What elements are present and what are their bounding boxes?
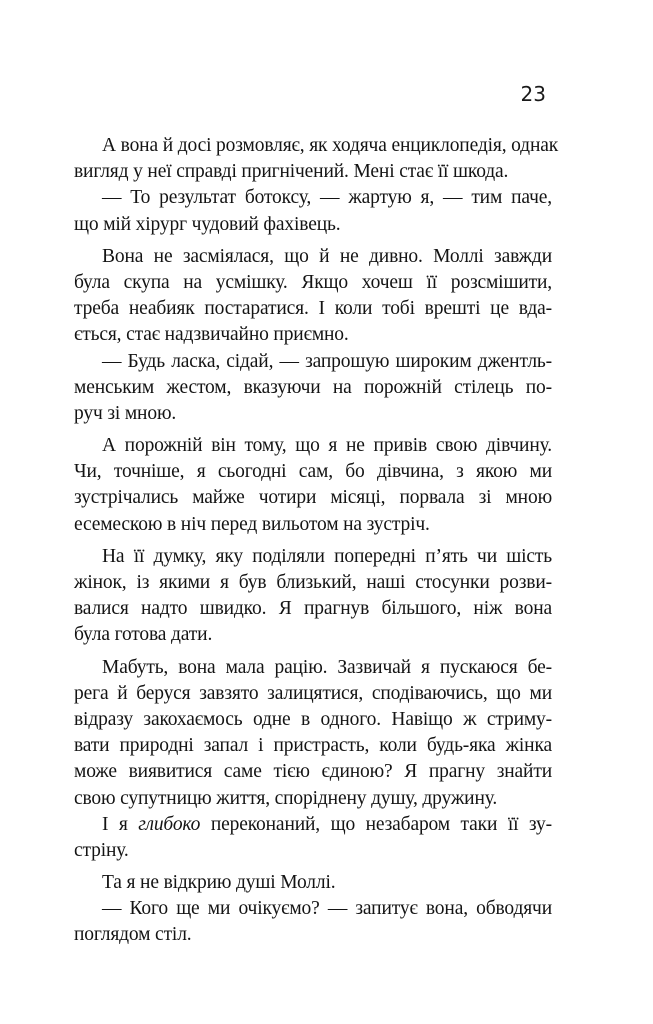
text-line: — Будь ласка, сідай, — запрошую широким джентль- — [102, 350, 552, 372]
text-line: А порожній він тому, що я не привів свою дівчину. — [102, 435, 552, 457]
emphasis: глибоко — [138, 813, 201, 835]
text-line: що мій хірург чудовий фахівець. — [74, 213, 341, 235]
text-line: А вона й досі розмовляє, як ходяча енциклопедія, однак — [102, 135, 559, 156]
text-line: Вона не засміялася, що й не дивно. Моллі завжди — [102, 245, 552, 267]
text-line: треба неабияк постаратися. І коли тобі врешті це вда- — [74, 298, 552, 320]
text-line: поглядом стіл. — [74, 924, 192, 946]
text-line: Чи, точніше, я сьогодні сам, бо дівчина, з якою ми — [74, 461, 552, 483]
text-line: — Кого ще ми очікуємо? — запитує вона, обводячи — [102, 898, 552, 920]
text-line: відразу закохаємось одне в одного. Навіщо ж стриму- — [74, 708, 552, 730]
text-line: стріну. — [74, 839, 129, 861]
text-fragment: переконаний, що незабаром таки її зу- — [200, 813, 552, 835]
text-line: менським жестом, вказуючи на порожній стілець по- — [74, 376, 552, 398]
text-line: була готова дати. — [74, 624, 213, 646]
text-fragment: І я — [102, 813, 139, 835]
text-line: валися надто швидко. Я прагнув більшого, ніж вона — [74, 598, 552, 620]
text-line: вигляд у неї справді пригнічений. Мені стає її шкода. — [74, 161, 509, 183]
text-line: руч зі мною. — [74, 402, 177, 424]
text-line: зустрічались майже чотири місяці, порвала зі мною — [74, 487, 552, 509]
text-line — [74, 812, 552, 838]
text-line: Мабуть, вона мала рацію. Зазвичай я пускаюся бе- — [102, 656, 552, 678]
text-line: може виявитися саме тією єдиною? Я прагну знайти — [74, 761, 552, 783]
text-line: була скупа на усмішку. Якщо хочеш її розсмішити, — [74, 271, 552, 293]
text-line: рега й беруся завзято залицятися, сподіваючись, що ми — [74, 682, 552, 704]
text-line: есемескою в ніч перед вильотом на зустріч. — [74, 513, 430, 535]
text-line: свою супутницю життя, споріднену душу, дружину. — [74, 787, 498, 809]
text-line: — То результат ботоксу, — жартую я, — тим паче, — [102, 187, 552, 209]
text-line: Та я не відкрию душі Моллі. — [102, 872, 336, 894]
text-line: жінок, із якими я був близький, наші стосунки розви- — [74, 572, 552, 593]
text-line: вати природні запал і пристрасть, коли будь-яка жінка — [74, 735, 552, 757]
body-text — [74, 133, 559, 949]
page-number: 23 — [520, 82, 546, 106]
text-line: На її думку, яку поділяли попередні п’ять чи шість — [102, 545, 552, 567]
text-line: ється, стає надзвичайно приємно. — [74, 324, 349, 346]
